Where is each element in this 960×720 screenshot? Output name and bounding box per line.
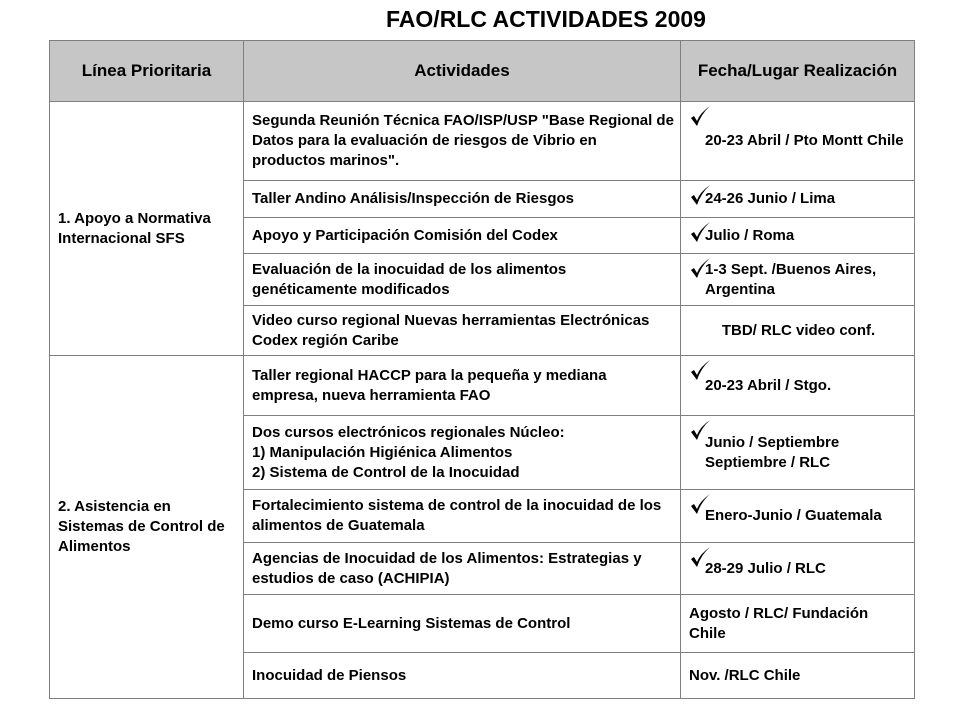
date-cell <box>681 653 915 699</box>
activity-text: Dos cursos electrónicos regionales Núcleo: 1) Manipulación Higiénica Alimentos 2) Sistema de Control de la Inocuidad <box>252 423 565 481</box>
activity-cell <box>244 416 681 490</box>
date-text: 20-23 Abril / Stgo. <box>705 376 832 394</box>
date-text: 20-23 Abril / Pto Montt Chile <box>705 132 904 149</box>
checkmark-icon <box>689 419 709 441</box>
activity-cell: Video curso regional Nuevas herramientas Electrónicas Codex región Caribe <box>244 306 681 356</box>
checkmark-icon <box>689 221 709 243</box>
date-cell <box>681 102 915 181</box>
header-line: Línea Prioritaria <box>50 41 244 102</box>
date-cell <box>681 416 915 490</box>
date-cell <box>681 306 915 356</box>
date-cell <box>681 543 915 595</box>
date-text: 28-29 Julio / RLC <box>705 559 826 577</box>
activity-cell: Fortalecimiento sistema de control de la inocuidad de los alimentos de Guatemala <box>244 490 681 543</box>
date-text: Julio / Roma <box>705 226 795 244</box>
header-date: Fecha/Lugar Realización <box>681 41 915 102</box>
table-header-row <box>50 41 915 102</box>
checkmark-icon <box>689 359 709 381</box>
date-text: Agosto / RLC/ Fundación Chile <box>689 604 869 642</box>
activity-cell: Taller regional HACCP para la pequeña y mediana empresa, nueva herramienta FAO <box>244 356 681 416</box>
date-text: 24-26 Junio / Lima <box>705 190 836 207</box>
page-title: FAO/RLC ACTIVIDADES 2009 <box>386 6 706 32</box>
date-text: TBD/ RLC video conf. <box>721 321 876 339</box>
table-row <box>50 102 915 181</box>
activity-cell: Demo curso E-Learning Sistemas de Control <box>244 595 681 653</box>
table-row <box>50 356 915 416</box>
date-cell <box>681 181 915 218</box>
checkmark-icon <box>689 546 709 568</box>
activity-cell: Segunda Reunión Técnica FAO/ISP/USP "Base Regional de Datos para la evaluación de riesgos de Vibrio en productos marinos". <box>244 102 681 181</box>
date-text: Enero-Junio / Guatemala <box>705 507 882 524</box>
header-activities: Actividades <box>244 41 681 102</box>
date-text: Junio / Septiembre Septiembre / RLC <box>705 433 840 471</box>
activity-cell: Taller Andino Análisis/Inspección de Riesgos <box>244 181 681 218</box>
activity-cell: Apoyo y Participación Comisión del Codex <box>244 218 681 254</box>
checkmark-icon <box>689 493 709 515</box>
date-text: Nov. /RLC Chile <box>689 666 801 684</box>
activity-cell: Evaluación de la inocuidad de los alimentos genéticamente modificados <box>244 254 681 306</box>
activity-cell: Agencias de Inocuidad de los Alimentos: Estrategias y estudios de caso (ACHIPIA) <box>244 543 681 595</box>
date-cell <box>681 218 915 254</box>
checkmark-icon <box>689 105 709 127</box>
date-cell <box>681 490 915 543</box>
activity-cell: Inocuidad de Piensos <box>244 653 681 699</box>
date-cell <box>681 595 915 653</box>
date-cell <box>681 356 915 416</box>
checkmark-icon <box>689 257 709 279</box>
group-label: 1. Apoyo a Normativa Internacional SFS <box>50 102 244 356</box>
checkmark-icon <box>689 184 709 206</box>
date-text: 1-3 Sept. /Buenos Aires, Argentina <box>705 260 877 298</box>
activities-table <box>49 40 915 699</box>
group-label: 2. Asistencia en Sistemas de Control de Alimentos <box>50 356 244 699</box>
date-cell <box>681 254 915 306</box>
